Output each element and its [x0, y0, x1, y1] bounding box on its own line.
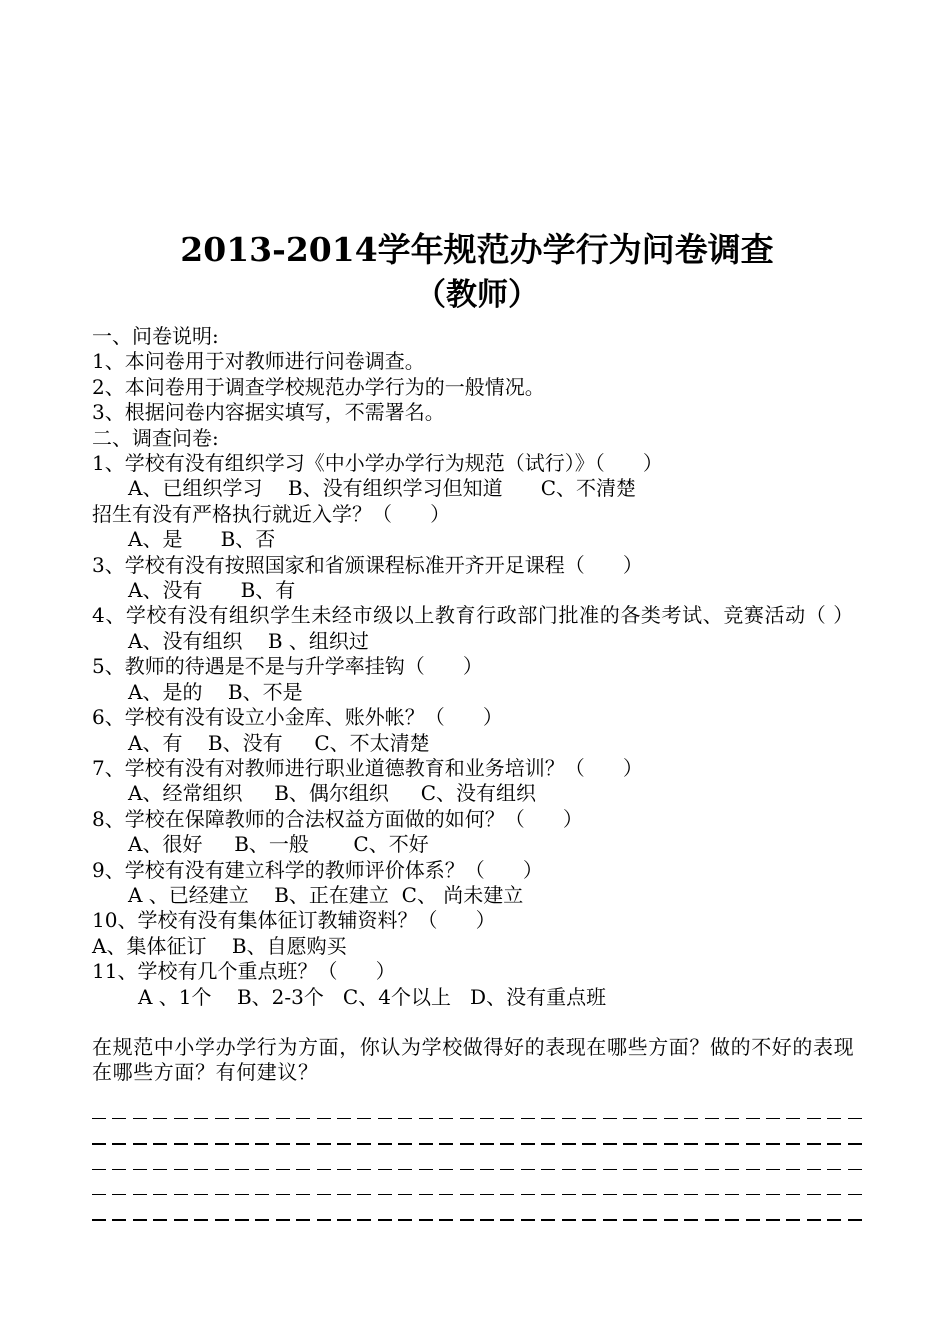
- dash-mark: [643, 1219, 657, 1220]
- dash-mark: [194, 1169, 208, 1170]
- dash-mark: [807, 1219, 821, 1220]
- dash-mark: [582, 1219, 596, 1220]
- instruction-item: 1、本问卷用于对教师进行问卷调查。: [92, 349, 425, 374]
- dash-mark: [480, 1194, 494, 1195]
- question-3: 3、学校有没有按照国家和省颁课程标准开齐开足课程（ ）: [92, 552, 643, 577]
- dash-mark: [684, 1118, 698, 1119]
- dash-mark: [215, 1169, 229, 1170]
- dash-mark: [500, 1219, 514, 1220]
- dash-mark: [500, 1118, 514, 1119]
- dash-mark: [439, 1118, 453, 1119]
- dash-mark: [643, 1194, 657, 1195]
- dash-mark: [439, 1143, 453, 1144]
- dash-mark: [786, 1118, 800, 1119]
- dash-mark: [460, 1169, 474, 1170]
- dash-mark: [582, 1169, 596, 1170]
- survey-heading: 二、调查问卷:: [92, 425, 219, 450]
- dash-mark: [153, 1169, 167, 1170]
- dash-mark: [357, 1118, 371, 1119]
- dash-mark: [276, 1194, 290, 1195]
- dash-mark: [705, 1169, 719, 1170]
- dash-mark: [112, 1169, 126, 1170]
- dash-mark: [541, 1143, 555, 1144]
- answer-line[interactable]: [92, 1131, 862, 1156]
- dash-mark: [215, 1118, 229, 1119]
- dash-mark: [419, 1118, 433, 1119]
- dash-mark: [419, 1169, 433, 1170]
- dash-mark: [623, 1194, 637, 1195]
- dash-mark: [419, 1194, 433, 1195]
- dash-mark: [92, 1194, 106, 1195]
- dash-mark: [357, 1194, 371, 1195]
- dash-mark: [541, 1219, 555, 1220]
- dash-mark: [541, 1169, 555, 1170]
- dash-mark: [725, 1118, 739, 1119]
- dash-mark: [419, 1219, 433, 1220]
- dash-mark: [378, 1118, 392, 1119]
- dash-mark: [276, 1219, 290, 1220]
- dash-mark: [296, 1118, 310, 1119]
- dash-mark: [357, 1143, 371, 1144]
- dash-mark: [725, 1143, 739, 1144]
- question-11: 11、学校有几个重点班？（ ）: [92, 959, 396, 984]
- dash-mark: [439, 1194, 453, 1195]
- dash-mark: [725, 1219, 739, 1220]
- dash-mark: [807, 1169, 821, 1170]
- dash-mark: [807, 1194, 821, 1195]
- dash-mark: [174, 1219, 188, 1220]
- dash-mark: [92, 1169, 106, 1170]
- dash-mark: [746, 1219, 760, 1220]
- dash-mark: [398, 1219, 412, 1220]
- dash-mark: [133, 1194, 147, 1195]
- dash-mark: [398, 1194, 412, 1195]
- dash-mark: [746, 1169, 760, 1170]
- dash-mark: [194, 1118, 208, 1119]
- dash-mark: [603, 1143, 617, 1144]
- question-7-options[interactable]: A、经常组织 B、偶尔组织 C、没有组织: [128, 781, 537, 806]
- dash-mark: [255, 1143, 269, 1144]
- answer-line[interactable]: [92, 1182, 862, 1207]
- question-6-options[interactable]: A、有 B、没有 C、不太清楚: [128, 730, 430, 755]
- dash-mark: [786, 1169, 800, 1170]
- dash-mark: [92, 1219, 106, 1220]
- dash-mark: [480, 1169, 494, 1170]
- dash-mark: [664, 1143, 678, 1144]
- dash-mark: [521, 1118, 535, 1119]
- dash-mark: [766, 1118, 780, 1119]
- dash-mark: [848, 1143, 862, 1144]
- dash-mark: [337, 1169, 351, 1170]
- dash-mark: [235, 1118, 249, 1119]
- dash-mark: [603, 1194, 617, 1195]
- dash-mark: [153, 1118, 167, 1119]
- dash-mark: [480, 1219, 494, 1220]
- dash-mark: [276, 1118, 290, 1119]
- dash-mark: [317, 1219, 331, 1220]
- dash-mark: [215, 1143, 229, 1144]
- dash-mark: [194, 1194, 208, 1195]
- dash-mark: [827, 1219, 841, 1220]
- question-10-options[interactable]: A、集体征订 B、自愿购买: [92, 933, 347, 958]
- dash-mark: [562, 1169, 576, 1170]
- dash-mark: [357, 1219, 371, 1220]
- dash-mark: [296, 1194, 310, 1195]
- question-7: 7、学校有没有对教师进行职业道德教育和业务培训？（ ）: [92, 755, 643, 780]
- answer-line[interactable]: [92, 1106, 862, 1131]
- dash-mark: [153, 1219, 167, 1220]
- dash-mark: [460, 1143, 474, 1144]
- dash-mark: [541, 1118, 555, 1119]
- dash-mark: [786, 1143, 800, 1144]
- dash-mark: [827, 1143, 841, 1144]
- dash-mark: [460, 1118, 474, 1119]
- dash-mark: [133, 1143, 147, 1144]
- dash-mark: [235, 1143, 249, 1144]
- dash-mark: [255, 1219, 269, 1220]
- dash-mark: [562, 1118, 576, 1119]
- dash-mark: [398, 1169, 412, 1170]
- dash-mark: [112, 1219, 126, 1220]
- dash-mark: [255, 1118, 269, 1119]
- dash-mark: [582, 1118, 596, 1119]
- dash-mark: [643, 1143, 657, 1144]
- question-6: 6、学校有没有设立小金库、账外帐？（ ）: [92, 705, 503, 730]
- dash-mark: [848, 1118, 862, 1119]
- dash-mark: [807, 1118, 821, 1119]
- dash-mark: [174, 1194, 188, 1195]
- dash-mark: [500, 1194, 514, 1195]
- dash-mark: [439, 1169, 453, 1170]
- dash-mark: [255, 1194, 269, 1195]
- question-2-options[interactable]: A、是 B、否: [128, 527, 276, 552]
- dash-mark: [112, 1118, 126, 1119]
- dash-mark: [643, 1118, 657, 1119]
- dash-mark: [235, 1194, 249, 1195]
- dash-mark: [664, 1169, 678, 1170]
- dash-mark: [480, 1143, 494, 1144]
- dash-mark: [541, 1194, 555, 1195]
- dash-mark: [133, 1169, 147, 1170]
- dash-mark: [603, 1169, 617, 1170]
- dash-mark: [337, 1194, 351, 1195]
- dash-mark: [337, 1219, 351, 1220]
- instruction-item: 2、本问卷用于调查学校规范办学行为的一般情况。: [92, 374, 545, 399]
- question-8-options[interactable]: A、很好 B、一般 C、不好: [128, 832, 429, 857]
- dash-mark: [684, 1194, 698, 1195]
- dash-mark: [623, 1118, 637, 1119]
- dash-mark: [746, 1194, 760, 1195]
- dash-mark: [623, 1143, 637, 1144]
- dash-mark: [684, 1169, 698, 1170]
- survey-page: [92, 228, 862, 1233]
- dash-mark: [480, 1118, 494, 1119]
- dash-mark: [848, 1219, 862, 1220]
- dash-mark: [807, 1143, 821, 1144]
- dash-mark: [460, 1219, 474, 1220]
- dash-mark: [623, 1169, 637, 1170]
- dash-mark: [174, 1118, 188, 1119]
- dash-mark: [582, 1194, 596, 1195]
- instruction-item: 3、根据问卷内容据实填写，不需署名。: [92, 400, 445, 425]
- dash-mark: [500, 1143, 514, 1144]
- dash-mark: [112, 1194, 126, 1195]
- answer-area[interactable]: [92, 1106, 862, 1233]
- dash-mark: [112, 1143, 126, 1144]
- dash-mark: [521, 1169, 535, 1170]
- dash-mark: [174, 1143, 188, 1144]
- dash-mark: [337, 1118, 351, 1119]
- dash-mark: [337, 1143, 351, 1144]
- dash-mark: [296, 1169, 310, 1170]
- dash-mark: [460, 1194, 474, 1195]
- dash-mark: [582, 1143, 596, 1144]
- dash-mark: [92, 1143, 106, 1144]
- question-10: 10、学校有没有集体征订教辅资料？（ ）: [92, 908, 496, 933]
- dash-mark: [235, 1219, 249, 1220]
- dash-mark: [296, 1219, 310, 1220]
- question-1-options[interactable]: A、已组织学习 B、没有组织学习但知道 C、不清楚: [128, 476, 637, 501]
- dash-mark: [705, 1118, 719, 1119]
- dash-mark: [92, 1118, 106, 1119]
- dash-mark: [664, 1219, 678, 1220]
- dash-mark: [419, 1143, 433, 1144]
- instructions-heading: 一、问卷说明:: [92, 324, 219, 348]
- question-8: 8、学校在保障教师的合法权益方面做的如何？（ ）: [92, 806, 583, 831]
- dash-mark: [357, 1169, 371, 1170]
- dash-mark: [276, 1169, 290, 1170]
- dash-mark: [439, 1219, 453, 1220]
- dash-mark: [684, 1219, 698, 1220]
- dash-mark: [521, 1219, 535, 1220]
- dash-mark: [766, 1169, 780, 1170]
- dash-mark: [194, 1143, 208, 1144]
- dash-mark: [378, 1194, 392, 1195]
- dash-mark: [746, 1118, 760, 1119]
- dash-mark: [786, 1219, 800, 1220]
- dash-mark: [827, 1118, 841, 1119]
- dash-mark: [603, 1219, 617, 1220]
- question-4-options[interactable]: A、没有组织 B 、组织过: [128, 628, 369, 653]
- dash-mark: [746, 1143, 760, 1144]
- open-question: 在规范中小学办学行为方面，你认为学校做得好的表现在哪些方面？做的不好的表现在哪些方面？有何建议？: [92, 1034, 855, 1085]
- dash-mark: [562, 1219, 576, 1220]
- question-2: 招生有没有严格执行就近入学？（ ）: [92, 501, 451, 526]
- answer-line[interactable]: [92, 1157, 862, 1182]
- spacer: [92, 1010, 862, 1035]
- question-4: 4、学校有没有组织学生未经市级以上教育行政部门批准的各类考试、竞赛活动（ ）: [92, 603, 854, 628]
- dash-mark: [664, 1118, 678, 1119]
- page-title: 2013-2014学年规范办学行为问卷调查: [180, 230, 774, 269]
- dash-mark: [500, 1169, 514, 1170]
- dash-mark: [133, 1118, 147, 1119]
- dash-mark: [215, 1219, 229, 1220]
- dash-mark: [378, 1143, 392, 1144]
- dash-mark: [603, 1118, 617, 1119]
- dash-mark: [705, 1143, 719, 1144]
- dash-mark: [725, 1194, 739, 1195]
- dash-mark: [521, 1143, 535, 1144]
- dash-mark: [296, 1143, 310, 1144]
- dash-mark: [317, 1169, 331, 1170]
- dash-mark: [398, 1118, 412, 1119]
- dash-mark: [215, 1194, 229, 1195]
- dash-mark: [398, 1143, 412, 1144]
- dash-mark: [562, 1143, 576, 1144]
- dash-mark: [194, 1219, 208, 1220]
- dash-mark: [276, 1143, 290, 1144]
- dash-mark: [235, 1169, 249, 1170]
- question-11-options[interactable]: A 、1个 B、2-3个 C、4个以上 D、没有重点班: [138, 984, 607, 1009]
- dash-mark: [705, 1219, 719, 1220]
- dash-mark: [766, 1194, 780, 1195]
- dash-mark: [255, 1169, 269, 1170]
- dash-mark: [378, 1169, 392, 1170]
- dash-mark: [174, 1169, 188, 1170]
- page-subtitle: （教师）: [415, 277, 539, 313]
- dash-mark: [664, 1194, 678, 1195]
- dash-mark: [521, 1194, 535, 1195]
- dash-mark: [317, 1118, 331, 1119]
- dash-mark: [133, 1219, 147, 1220]
- dash-mark: [317, 1194, 331, 1195]
- dash-mark: [827, 1194, 841, 1195]
- dash-mark: [766, 1143, 780, 1144]
- dash-mark: [848, 1194, 862, 1195]
- dash-mark: [684, 1143, 698, 1144]
- question-1: 1、学校有没有组织学习《中小学办学行为规范（试行）》（ ）: [92, 451, 663, 476]
- dash-mark: [766, 1219, 780, 1220]
- question-5: 5、教师的待遇是不是与升学率挂钩（ ）: [92, 654, 483, 679]
- question-9-options[interactable]: A 、已经建立 B、正在建立 C、 尚未建立: [128, 882, 524, 907]
- dash-mark: [725, 1169, 739, 1170]
- dash-mark: [562, 1194, 576, 1195]
- answer-line[interactable]: [92, 1207, 862, 1232]
- dash-mark: [827, 1169, 841, 1170]
- dash-mark: [786, 1194, 800, 1195]
- dash-mark: [317, 1143, 331, 1144]
- dash-mark: [153, 1143, 167, 1144]
- dash-mark: [705, 1194, 719, 1195]
- question-3-options[interactable]: A、没有 B、有: [128, 578, 296, 603]
- question-9: 9、学校有没有建立科学的教师评价体系？（ ）: [92, 857, 543, 882]
- dash-mark: [153, 1194, 167, 1195]
- dash-mark: [378, 1219, 392, 1220]
- dash-mark: [643, 1169, 657, 1170]
- dash-mark: [848, 1169, 862, 1170]
- question-5-options[interactable]: A、是的 B、不是: [128, 679, 303, 704]
- dash-mark: [623, 1219, 637, 1220]
